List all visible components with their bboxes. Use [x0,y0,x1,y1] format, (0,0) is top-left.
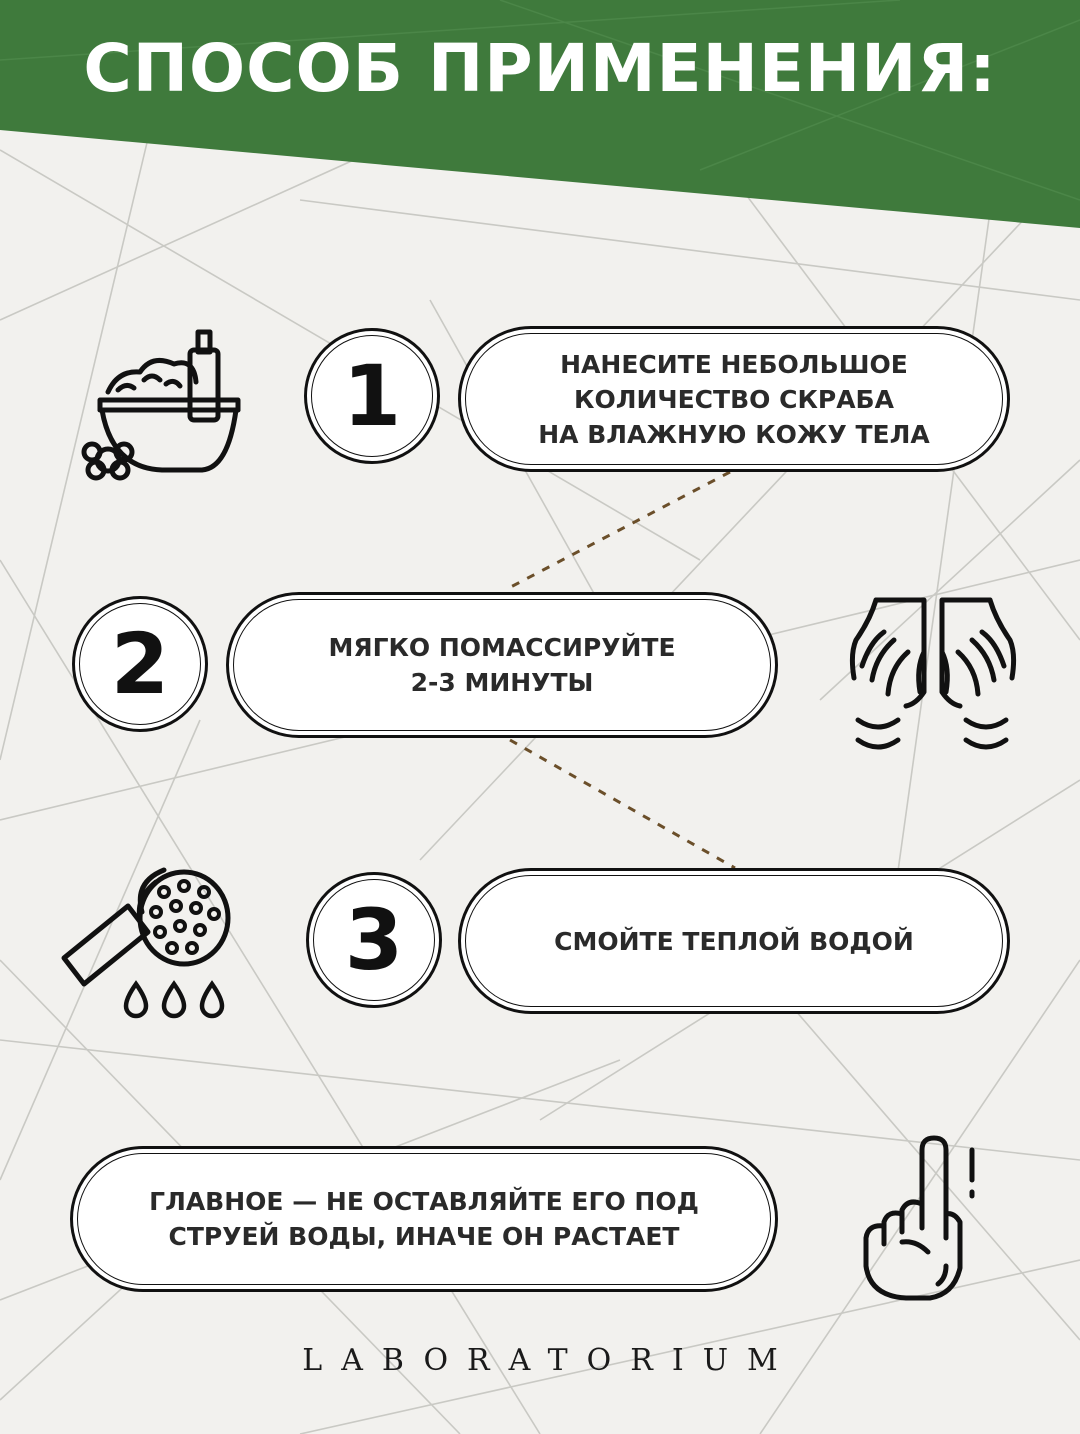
step-number-2: 2 [72,596,208,732]
note-text: ГЛАВНОЕ — НЕ ОСТАВЛЯЙТЕ ЕГО ПОД СТРУЕЙ ВОДЫ, ИНАЧЕ ОН РАСТАЕТ [149,1187,699,1251]
shower-head-icon [60,866,240,1026]
page-title: СПОСОБ ПРИМЕНЕНИЯ: [83,30,997,107]
note-pill [70,1146,778,1292]
step-3-text: СМОЙТЕ ТЕПЛОЙ ВОДОЙ [554,926,914,956]
brand-logo: LABORATORIUM [302,1343,797,1378]
massage-hands-icon [848,592,1018,757]
step-1-pill [458,326,1010,472]
step-3-pill [458,868,1010,1014]
step-2-pill [226,592,778,738]
step-2-text: МЯГКО ПОМАССИРУЙТЕ 2-3 МИНУТЫ [328,633,676,697]
scrub-bowl-icon [78,322,248,487]
step-number-1: 1 [304,328,440,464]
step-1-text: НАНЕСИТЕ НЕБОЛЬШОЕ КОЛИЧЕСТВО СКРАБА НА ВЛАЖНУЮ КОЖУ ТЕЛА [538,349,930,449]
step-number-3: 3 [306,872,442,1008]
raised-finger-icon [858,1134,988,1304]
